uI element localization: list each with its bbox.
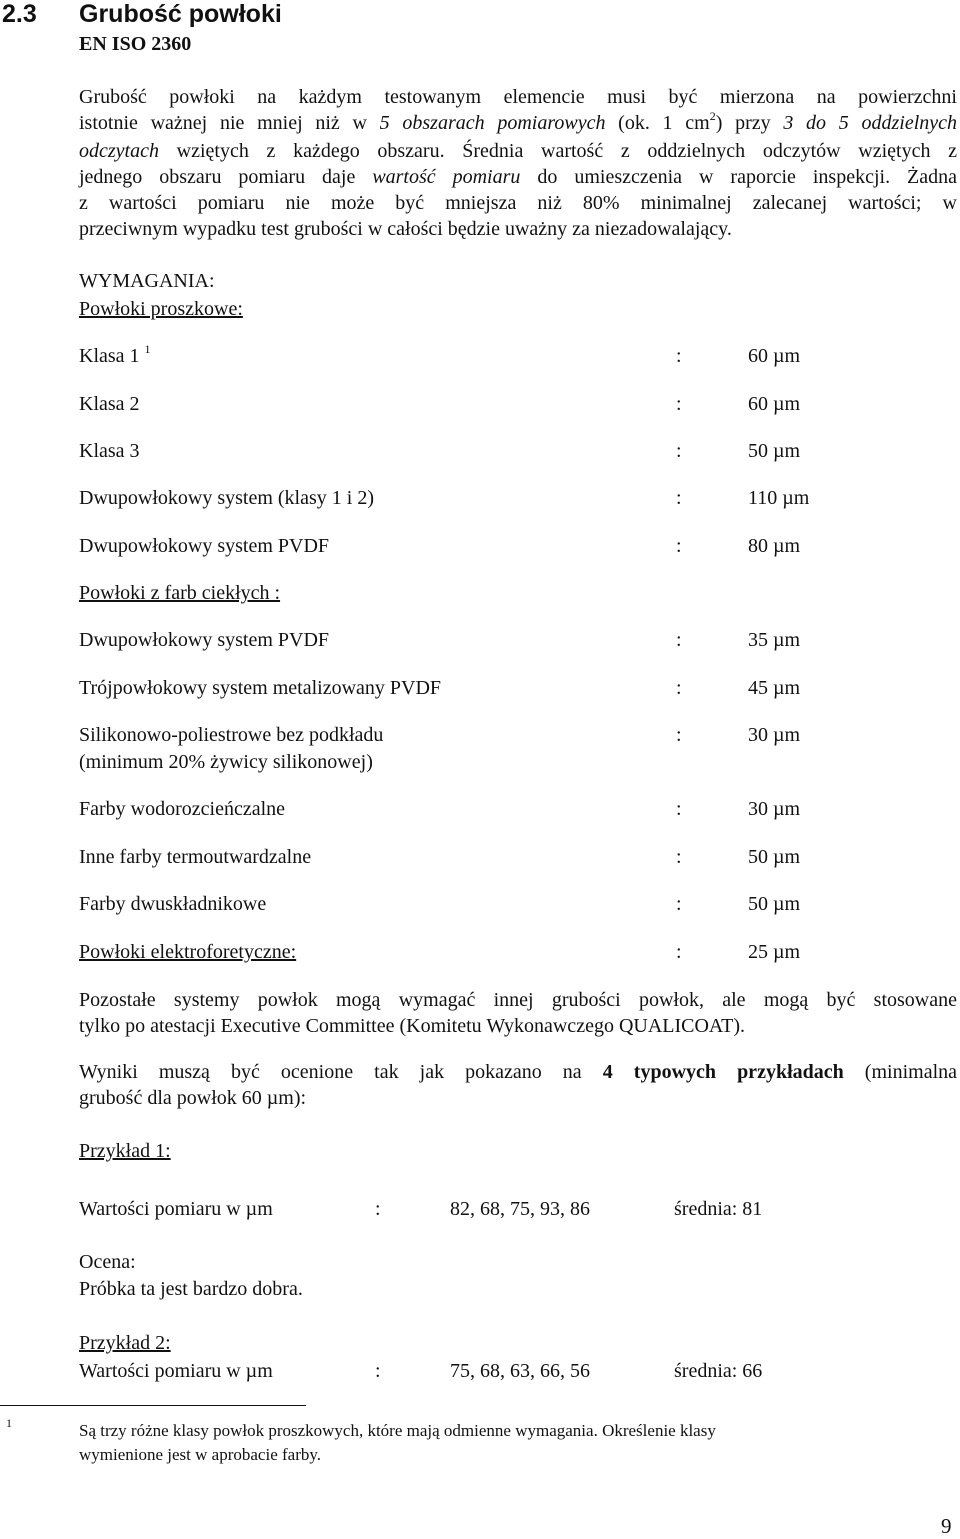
requirement-value: 60 µm (748, 393, 801, 415)
requirement-value: 50 µm (748, 846, 801, 868)
page-number: 9 (941, 1514, 952, 1538)
powder-coatings-heading: Powłoki proszkowe: (79, 298, 243, 320)
requirement-row: Dwupowłokowy system (klasy 1 i 2) : 110 µm (79, 487, 810, 509)
requirement-label: Klasa 3 (79, 440, 140, 462)
example-1-title: Przykład 1: (79, 1140, 171, 1162)
section-number: 2.3 (2, 0, 37, 28)
requirement-value: 45 µm (748, 677, 801, 699)
intro-line-1: Grubość powłoki na każdym testowanym elemencie musi być mierzona na powierzchni (79, 86, 957, 108)
requirement-label: Trójpowłokowy system metalizowany PVDF (79, 677, 442, 699)
results-line-2: grubość dla powłok 60 µm): (79, 1087, 307, 1109)
example-1-assessment: Próbka ta jest bardzo dobra. (79, 1278, 303, 1300)
requirement-row: Klasa 1 $^1$ : 60 µm (79, 342, 801, 367)
requirement-row: Silikonowo-poliestrowe bez podkładu (minimum 20% żywicy silikonowej) : 30 µm (79, 724, 801, 773)
measurement-average: średnia: 81 (674, 1198, 763, 1220)
requirement-row: Farby wodorozcieńczalne : 30 µm (79, 798, 801, 820)
requirement-value: 50 µm (748, 440, 801, 462)
measurement-label: Wartości pomiaru w µm (79, 1360, 273, 1382)
other-systems-line-2: tylko po atestacji Executive Committee (Komitetu Wykonawczego QUALICOAT). (79, 1015, 746, 1037)
footnote-text: Są trzy różne klasy powłok proszkowych, które mają odmienne wymagania. Określenie klasy wymienione jest w aprobacie farby. (79, 1421, 716, 1464)
requirement-label: Dwupowłokowy system PVDF (79, 629, 330, 651)
requirement-row: Dwupowłokowy system PVDF : 35 µm (79, 629, 801, 651)
results-paragraph (79, 1059, 957, 1111)
requirement-row: Klasa 3 : 50 µm (79, 440, 801, 462)
intro-line-2: istotnie ważnej nie mniej niż w 5 obszarach pomiarowych (ok. 1 $cm^2$) przy 3 do 5 oddzielnych (79, 109, 958, 134)
requirement-row: Klasa 2 : 60 µm (79, 393, 801, 415)
requirement-label: Klasa 1 $^1$ (79, 342, 151, 367)
other-systems-paragraph (79, 987, 957, 1039)
requirement-value: 25 µm (748, 941, 801, 963)
liquid-coatings-heading: Powłoki z farb ciekłych : (79, 582, 281, 604)
requirement-value: 50 µm (748, 893, 801, 915)
footnote-mark: 1 (6, 1416, 12, 1430)
intro-line-4: jednego obszaru pomiaru daje wartość pomiaru do umieszczenia w raporcie inspekcji. Żadna (79, 166, 958, 188)
requirement-value: 35 µm (748, 629, 801, 651)
measurement-values: 75, 68, 63, 66, 56 (450, 1360, 590, 1382)
requirement-label: Powłoki elektroforetyczne: (79, 941, 297, 963)
requirement-value: 110 µm (748, 487, 810, 509)
requirement-label: Dwupowłokowy system (klasy 1 i 2) (79, 487, 374, 509)
requirement-value: 30 µm (748, 798, 801, 820)
requirement-label: Farby dwuskładnikowe (79, 893, 267, 915)
intro-line-6: przeciwnym wypadku test grubości w całości będzie uważny za niezadowalający. (79, 218, 732, 240)
intro-line-3: odczytach wziętych z każdego obszaru. Średnia wartość z oddzielnych odczytów wziętych z (79, 140, 957, 162)
example-1-measurements: Wartości pomiaru w µm : 82, 68, 75, 93, 86 średnia: 81 (79, 1198, 763, 1220)
requirement-row: Farby dwuskładnikowe : 50 µm (79, 893, 801, 915)
intro-line-5: z wartości pomiaru nie może być mniejsza niż 80% minimalnej zalecanej wartości; w (79, 192, 957, 214)
requirement-label: Farby wodorozcieńczalne (79, 798, 286, 820)
standard-reference: EN ISO 2360 (79, 33, 192, 55)
requirement-label: Silikonowo-poliestrowe bez podkładu (79, 724, 384, 746)
requirements-heading: WYMAGANIA: (79, 270, 215, 292)
requirement-label: Inne farby termoutwardzalne (79, 846, 312, 868)
other-systems-line-1: Pozostałe systemy powłok mogą wymagać innej grubości powłok, ale mogą być stosowane (79, 989, 957, 1011)
measurement-average: średnia: 66 (674, 1360, 763, 1382)
requirement-value: 80 µm (748, 535, 801, 557)
section-title: Grubość powłoki (79, 0, 282, 28)
requirement-value: 30 µm (748, 724, 801, 746)
example-2-measurements: Wartości pomiaru w µm : 75, 68, 63, 66, 56 średnia: 66 (79, 1360, 763, 1382)
example-2-title: Przykład 2: (79, 1332, 171, 1354)
requirement-value: 60 µm (748, 345, 801, 367)
requirement-row: Trójpowłokowy system metalizowany PVDF : 45 µm (79, 677, 801, 699)
measurement-values: 82, 68, 75, 93, 86 (450, 1198, 590, 1220)
requirement-row: Dwupowłokowy system PVDF : 80 µm (79, 535, 801, 557)
intro-paragraph (79, 84, 957, 242)
example-1-assessment-label: Ocena: (79, 1251, 136, 1273)
requirement-label: Dwupowłokowy system PVDF (79, 535, 330, 557)
requirement-row-electro: Powłoki elektroforetyczne: : 25 µm (79, 941, 801, 963)
requirement-label: Klasa 2 (79, 393, 140, 415)
requirement-row: Inne farby termoutwardzalne : 50 µm (79, 846, 801, 868)
measurement-label: Wartości pomiaru w µm (79, 1198, 273, 1220)
footnote-ref: 1 (144, 342, 151, 356)
results-line-1: Wyniki muszą być ocenione tak jak pokazano na 4 typowych przykładach (minimalna (79, 1061, 957, 1083)
footnote-separator (0, 1405, 306, 1406)
requirement-label-note: (minimum 20% żywicy silikonowej) (79, 751, 373, 773)
